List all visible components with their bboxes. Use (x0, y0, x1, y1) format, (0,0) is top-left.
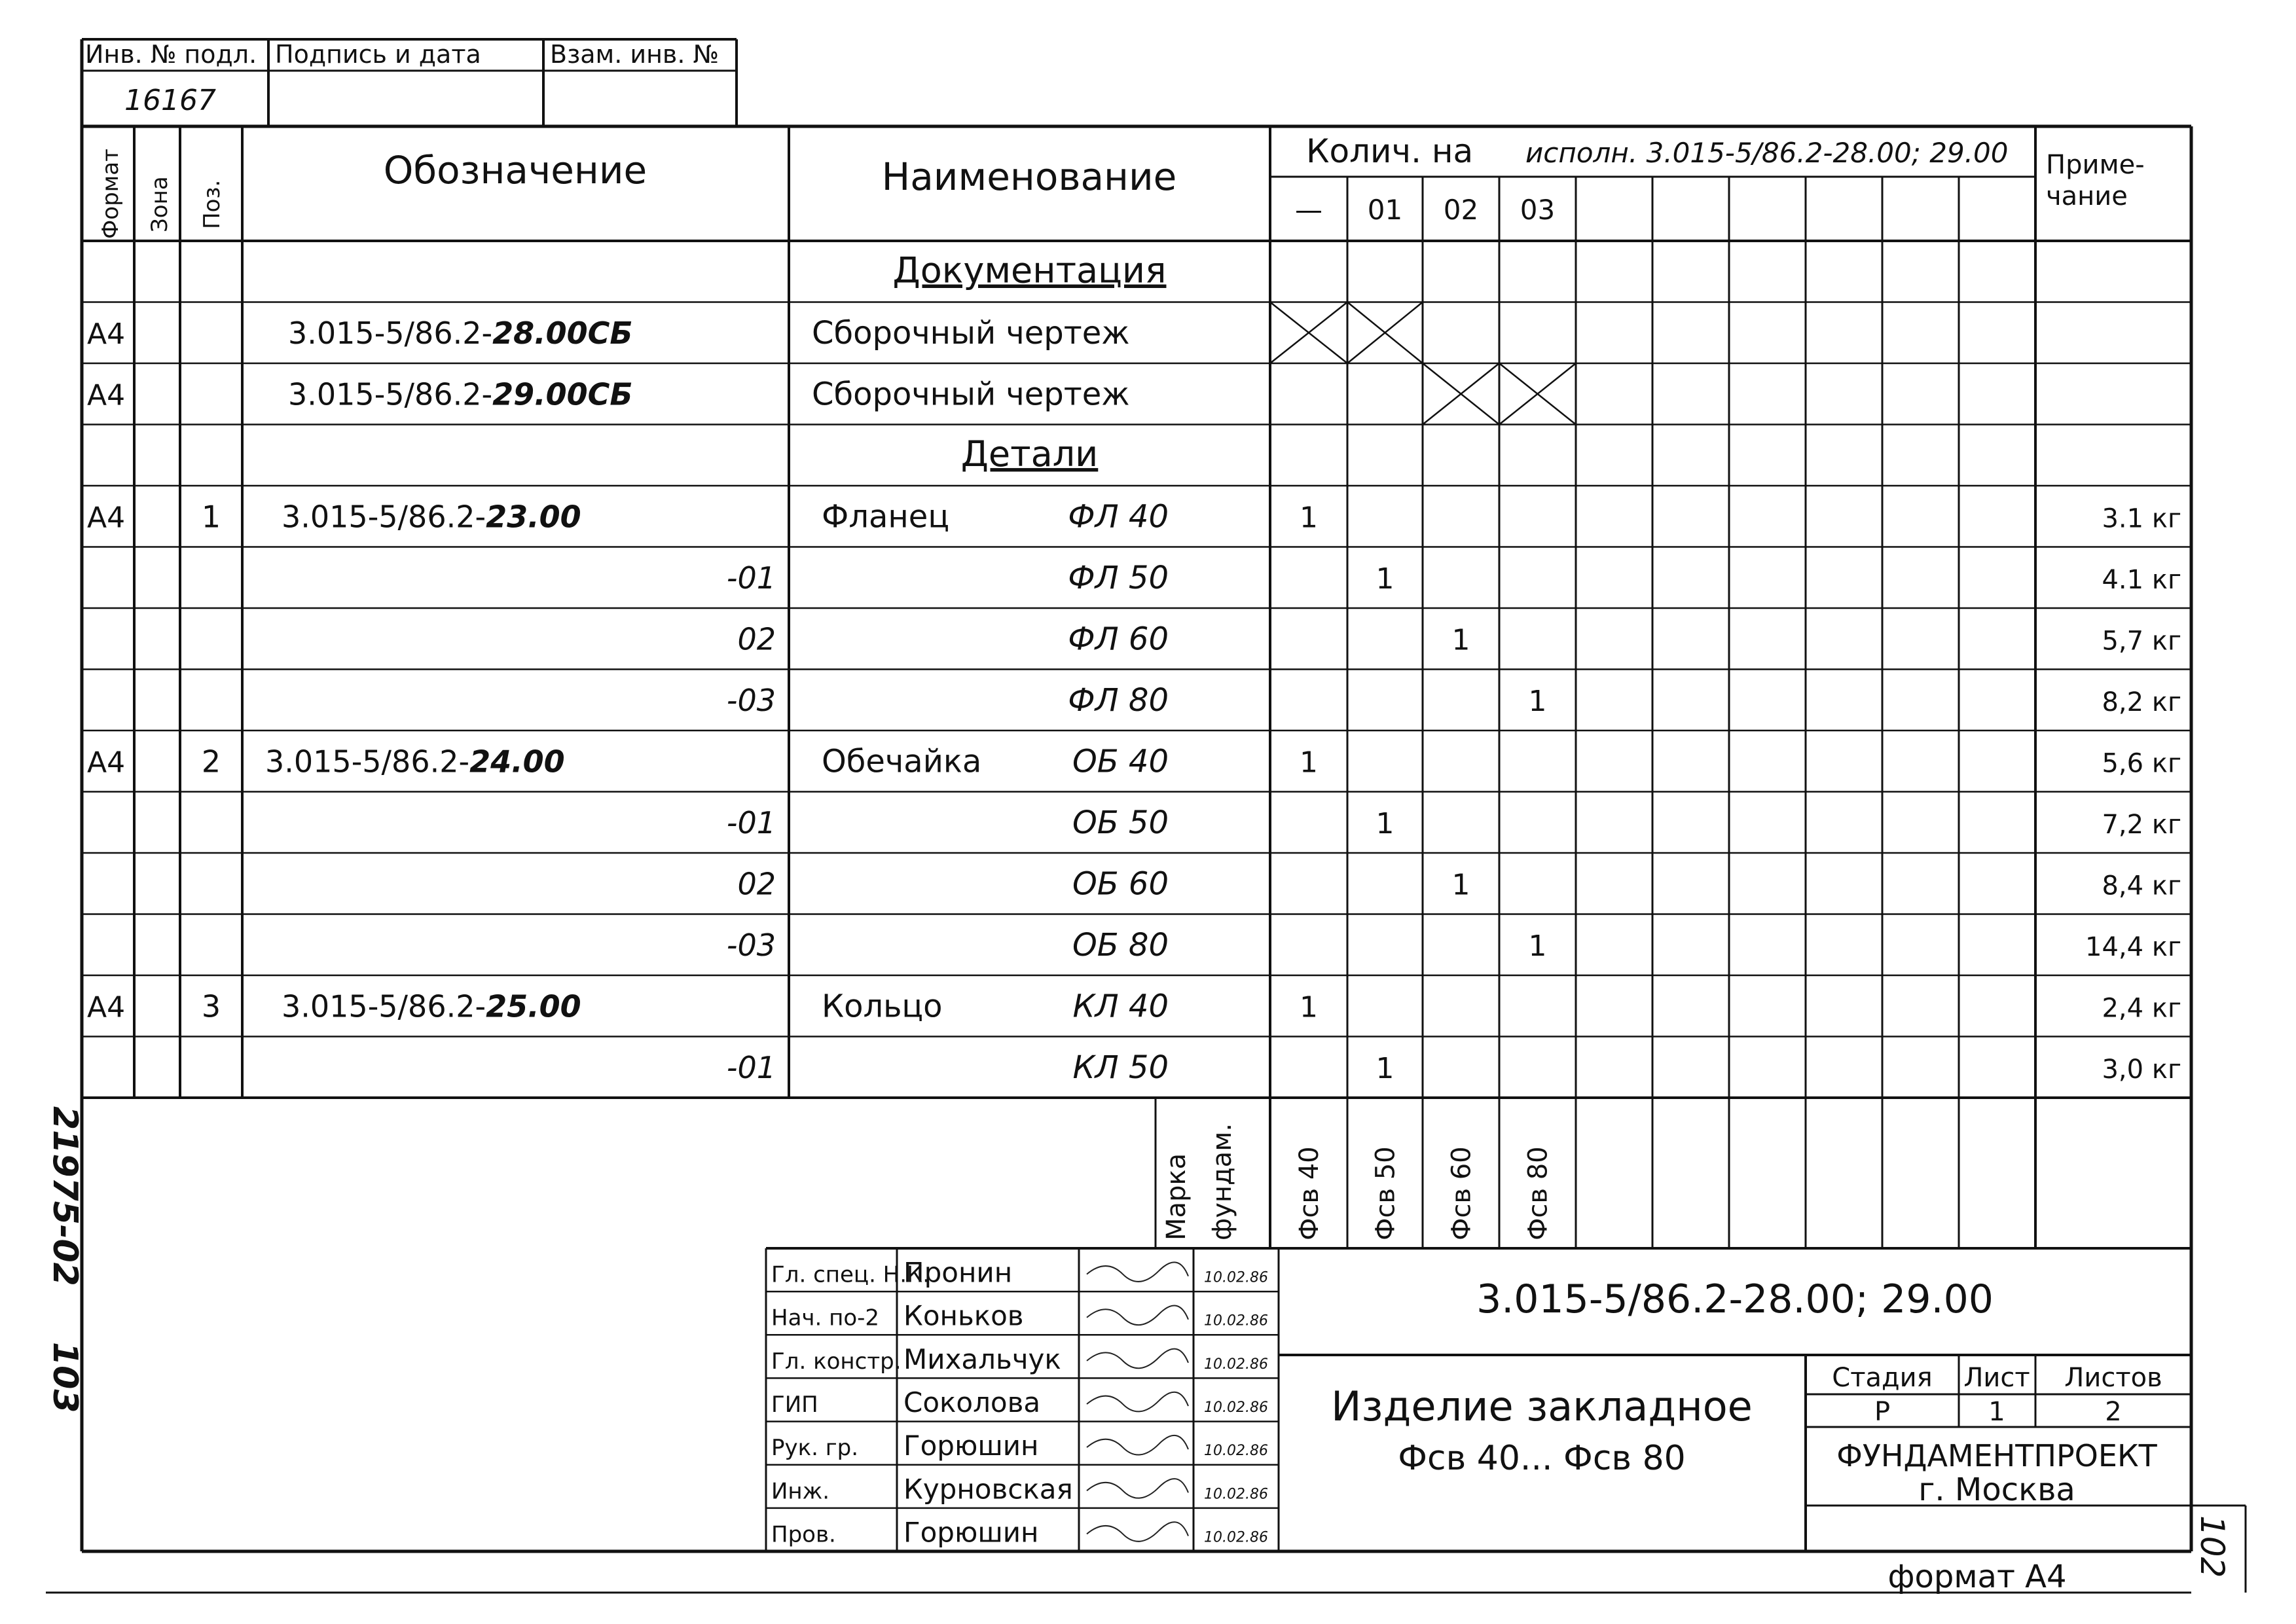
row-mark: ФЛ 50 (1068, 560, 1169, 597)
row-designation: 3.015-5/86.2-25.00 (282, 988, 581, 1024)
row-variant: -01 (726, 805, 776, 841)
header-name: Наименование (881, 154, 1177, 199)
row-format: А4 (87, 317, 126, 352)
signer-name: Курновская (903, 1473, 1073, 1506)
row-variant: -01 (726, 1050, 776, 1086)
margin-archive-number: 21975-02 (45, 1106, 84, 1286)
header-zone: Зона (147, 176, 173, 232)
signer-date: 10.02.86 (1204, 1486, 1268, 1503)
row-designation-code: 24.00 (469, 744, 565, 780)
signature-mark (1087, 1305, 1188, 1325)
org-name: ФУНДАМЕНТПРОЕКТ (1836, 1438, 2157, 1473)
row-note: 14,4 кг (2085, 932, 2181, 963)
signer-role: Гл. констр. (771, 1348, 902, 1375)
row-format: А4 (87, 746, 126, 780)
row-variant: 02 (737, 866, 776, 902)
row-format: А4 (87, 378, 126, 412)
row-qty: 1 (1451, 868, 1470, 902)
header-format: Формат (98, 149, 124, 239)
row-variant: -01 (726, 560, 776, 596)
signer-role: ГИП (771, 1392, 818, 1418)
row-mark: КЛ 50 (1072, 1049, 1169, 1087)
foundation-mark: Фсв 80 (1523, 1146, 1554, 1240)
signer-date: 10.02.86 (1204, 1529, 1268, 1546)
signer-role: Гл. спец. Н.К. (771, 1261, 930, 1288)
variant-header: 01 (1367, 194, 1403, 226)
variant-header: 02 (1443, 194, 1479, 226)
header-pos: Поз. (199, 179, 225, 229)
signer-name: Горюшин (903, 1430, 1039, 1462)
foundation-label: фундам. (1207, 1123, 1237, 1240)
sheets-value: 2 (2105, 1397, 2122, 1427)
signer-name: Пронин (903, 1256, 1013, 1289)
signer-date: 10.02.86 (1204, 1443, 1268, 1460)
row-mark: ФЛ 40 (1068, 498, 1169, 535)
stage-label: Стадия (1832, 1363, 1933, 1393)
stage-value: Р (1874, 1397, 1891, 1427)
row-designation-code: 25.00 (486, 988, 581, 1024)
row-format: А4 (87, 990, 126, 1024)
signer-role: Рук. гр. (771, 1435, 859, 1462)
row-qty: 1 (1300, 990, 1318, 1024)
row-mark: ОБ 60 (1072, 865, 1169, 903)
row-note: 5,6 кг (2102, 748, 2181, 779)
row-designation: 3.015-5/86.2-28.00СБ (288, 316, 633, 352)
inv-number: 16167 (124, 84, 216, 117)
signature-mark (1087, 1392, 1188, 1412)
row-variant: -03 (726, 683, 776, 719)
header-qty-ref: исполн. 3.015-5/86.2-28.00; 29.00 (1525, 137, 2009, 169)
row-format: А4 (87, 501, 126, 535)
sheets-label: Листов (2064, 1363, 2162, 1393)
row-qty: 1 (1300, 746, 1318, 780)
row-qty: 1 (1528, 929, 1547, 964)
signer-role: Пров. (771, 1521, 836, 1548)
row-qty: 1 (1451, 623, 1470, 657)
signature-mark (1087, 1435, 1188, 1455)
signature-mark (1087, 1522, 1188, 1542)
section-title: Документация (892, 249, 1167, 291)
title-line2: Фсв 40... Фсв 80 (1398, 1439, 1686, 1478)
row-note: 5,7 кг (2102, 626, 2181, 657)
row-note: 3.1 кг (2102, 503, 2181, 534)
row-note: 3,0 кг (2102, 1055, 2181, 1085)
section-title: Детали (960, 433, 1099, 475)
row-mark: ФЛ 80 (1068, 682, 1169, 719)
row-qty: 1 (1376, 562, 1394, 596)
row-note: 7,2 кг (2102, 810, 2181, 840)
row-name: Кольцо (822, 988, 943, 1025)
signer-role: Нач. по-2 (771, 1305, 880, 1331)
foundation-mark: Фсв 40 (1294, 1146, 1324, 1240)
row-qty: 1 (1376, 807, 1394, 841)
signer-name: Горюшин (903, 1516, 1039, 1549)
signer-name: Соколова (903, 1386, 1041, 1419)
row-mark: ОБ 50 (1072, 804, 1169, 842)
signer-name: Михальчук (903, 1343, 1061, 1375)
row-name: Фланец (822, 498, 949, 535)
row-pos: 2 (201, 744, 221, 780)
row-designation-code: 28.00СБ (492, 316, 633, 352)
stamp-header: Подпись и дата (275, 40, 481, 69)
format-label: формат А4 (1887, 1559, 2067, 1595)
row-qty: 1 (1300, 501, 1318, 535)
row-name: Обечайка (822, 743, 982, 780)
row-variant: 02 (737, 621, 776, 657)
row-pos: 3 (201, 988, 221, 1024)
sheet-text (45, 40, 2231, 1595)
stamp-header: Взам. инв. № (550, 40, 720, 69)
row-designation: 3.015-5/86.2-23.00 (282, 499, 581, 535)
row-note: 4.1 кг (2102, 565, 2181, 596)
doc-number: 3.015-5/86.2-28.00; 29.00 (1476, 1276, 1994, 1322)
row-qty: 1 (1376, 1052, 1394, 1086)
foundation-mark: Фсв 50 (1370, 1146, 1401, 1240)
row-designation-code: 29.00СБ (492, 376, 633, 412)
row-name: Сборочный чертеж (812, 376, 1130, 413)
title-line1: Изделие закладное (1331, 1382, 1753, 1430)
margin-page-left: 103 (45, 1342, 84, 1413)
row-designation: 3.015-5/86.2-29.00СБ (288, 376, 633, 412)
row-name: Сборочный чертеж (812, 315, 1130, 352)
variant-header: 03 (1520, 194, 1556, 226)
header-designation: Обозначение (383, 148, 647, 192)
row-mark: КЛ 40 (1072, 988, 1169, 1025)
signature-mark (1087, 1262, 1188, 1282)
signature-mark (1087, 1479, 1188, 1498)
signature-mark (1087, 1349, 1188, 1369)
row-note: 8,2 кг (2102, 687, 2181, 718)
foundation-mark: Фсв 60 (1446, 1146, 1477, 1240)
row-mark: ОБ 80 (1072, 927, 1169, 964)
row-note: 8,4 кг (2102, 871, 2181, 901)
org-city: г. Москва (1918, 1471, 2075, 1508)
header-note: Приме-чание (2046, 150, 2145, 211)
row-qty: 1 (1528, 685, 1547, 719)
row-pos: 1 (201, 499, 221, 535)
signer-name: Коньков (903, 1299, 1024, 1332)
header-qty: Колич. на (1306, 132, 1474, 170)
variant-header: — (1295, 194, 1322, 226)
signer-date: 10.02.86 (1204, 1356, 1268, 1373)
signer-date: 10.02.86 (1204, 1269, 1268, 1286)
row-mark: ОБ 40 (1072, 743, 1169, 780)
sheet-value: 1 (1988, 1397, 2005, 1427)
row-note: 2,4 кг (2102, 993, 2181, 1024)
stamp-header: Инв. № подл. (85, 40, 257, 69)
row-designation-code: 23.00 (486, 499, 581, 535)
foundation-label: Марка (1161, 1153, 1192, 1240)
row-mark: ФЛ 60 (1068, 621, 1169, 658)
signer-role: Инж. (771, 1478, 830, 1505)
row-variant: -03 (726, 928, 776, 964)
row-designation: 3.015-5/86.2-24.00 (265, 744, 565, 780)
sheet-label: Лист (1963, 1363, 2030, 1393)
signer-date: 10.02.86 (1204, 1399, 1268, 1416)
margin-page-right: 102 (2193, 1515, 2231, 1578)
signer-date: 10.02.86 (1204, 1312, 1268, 1329)
